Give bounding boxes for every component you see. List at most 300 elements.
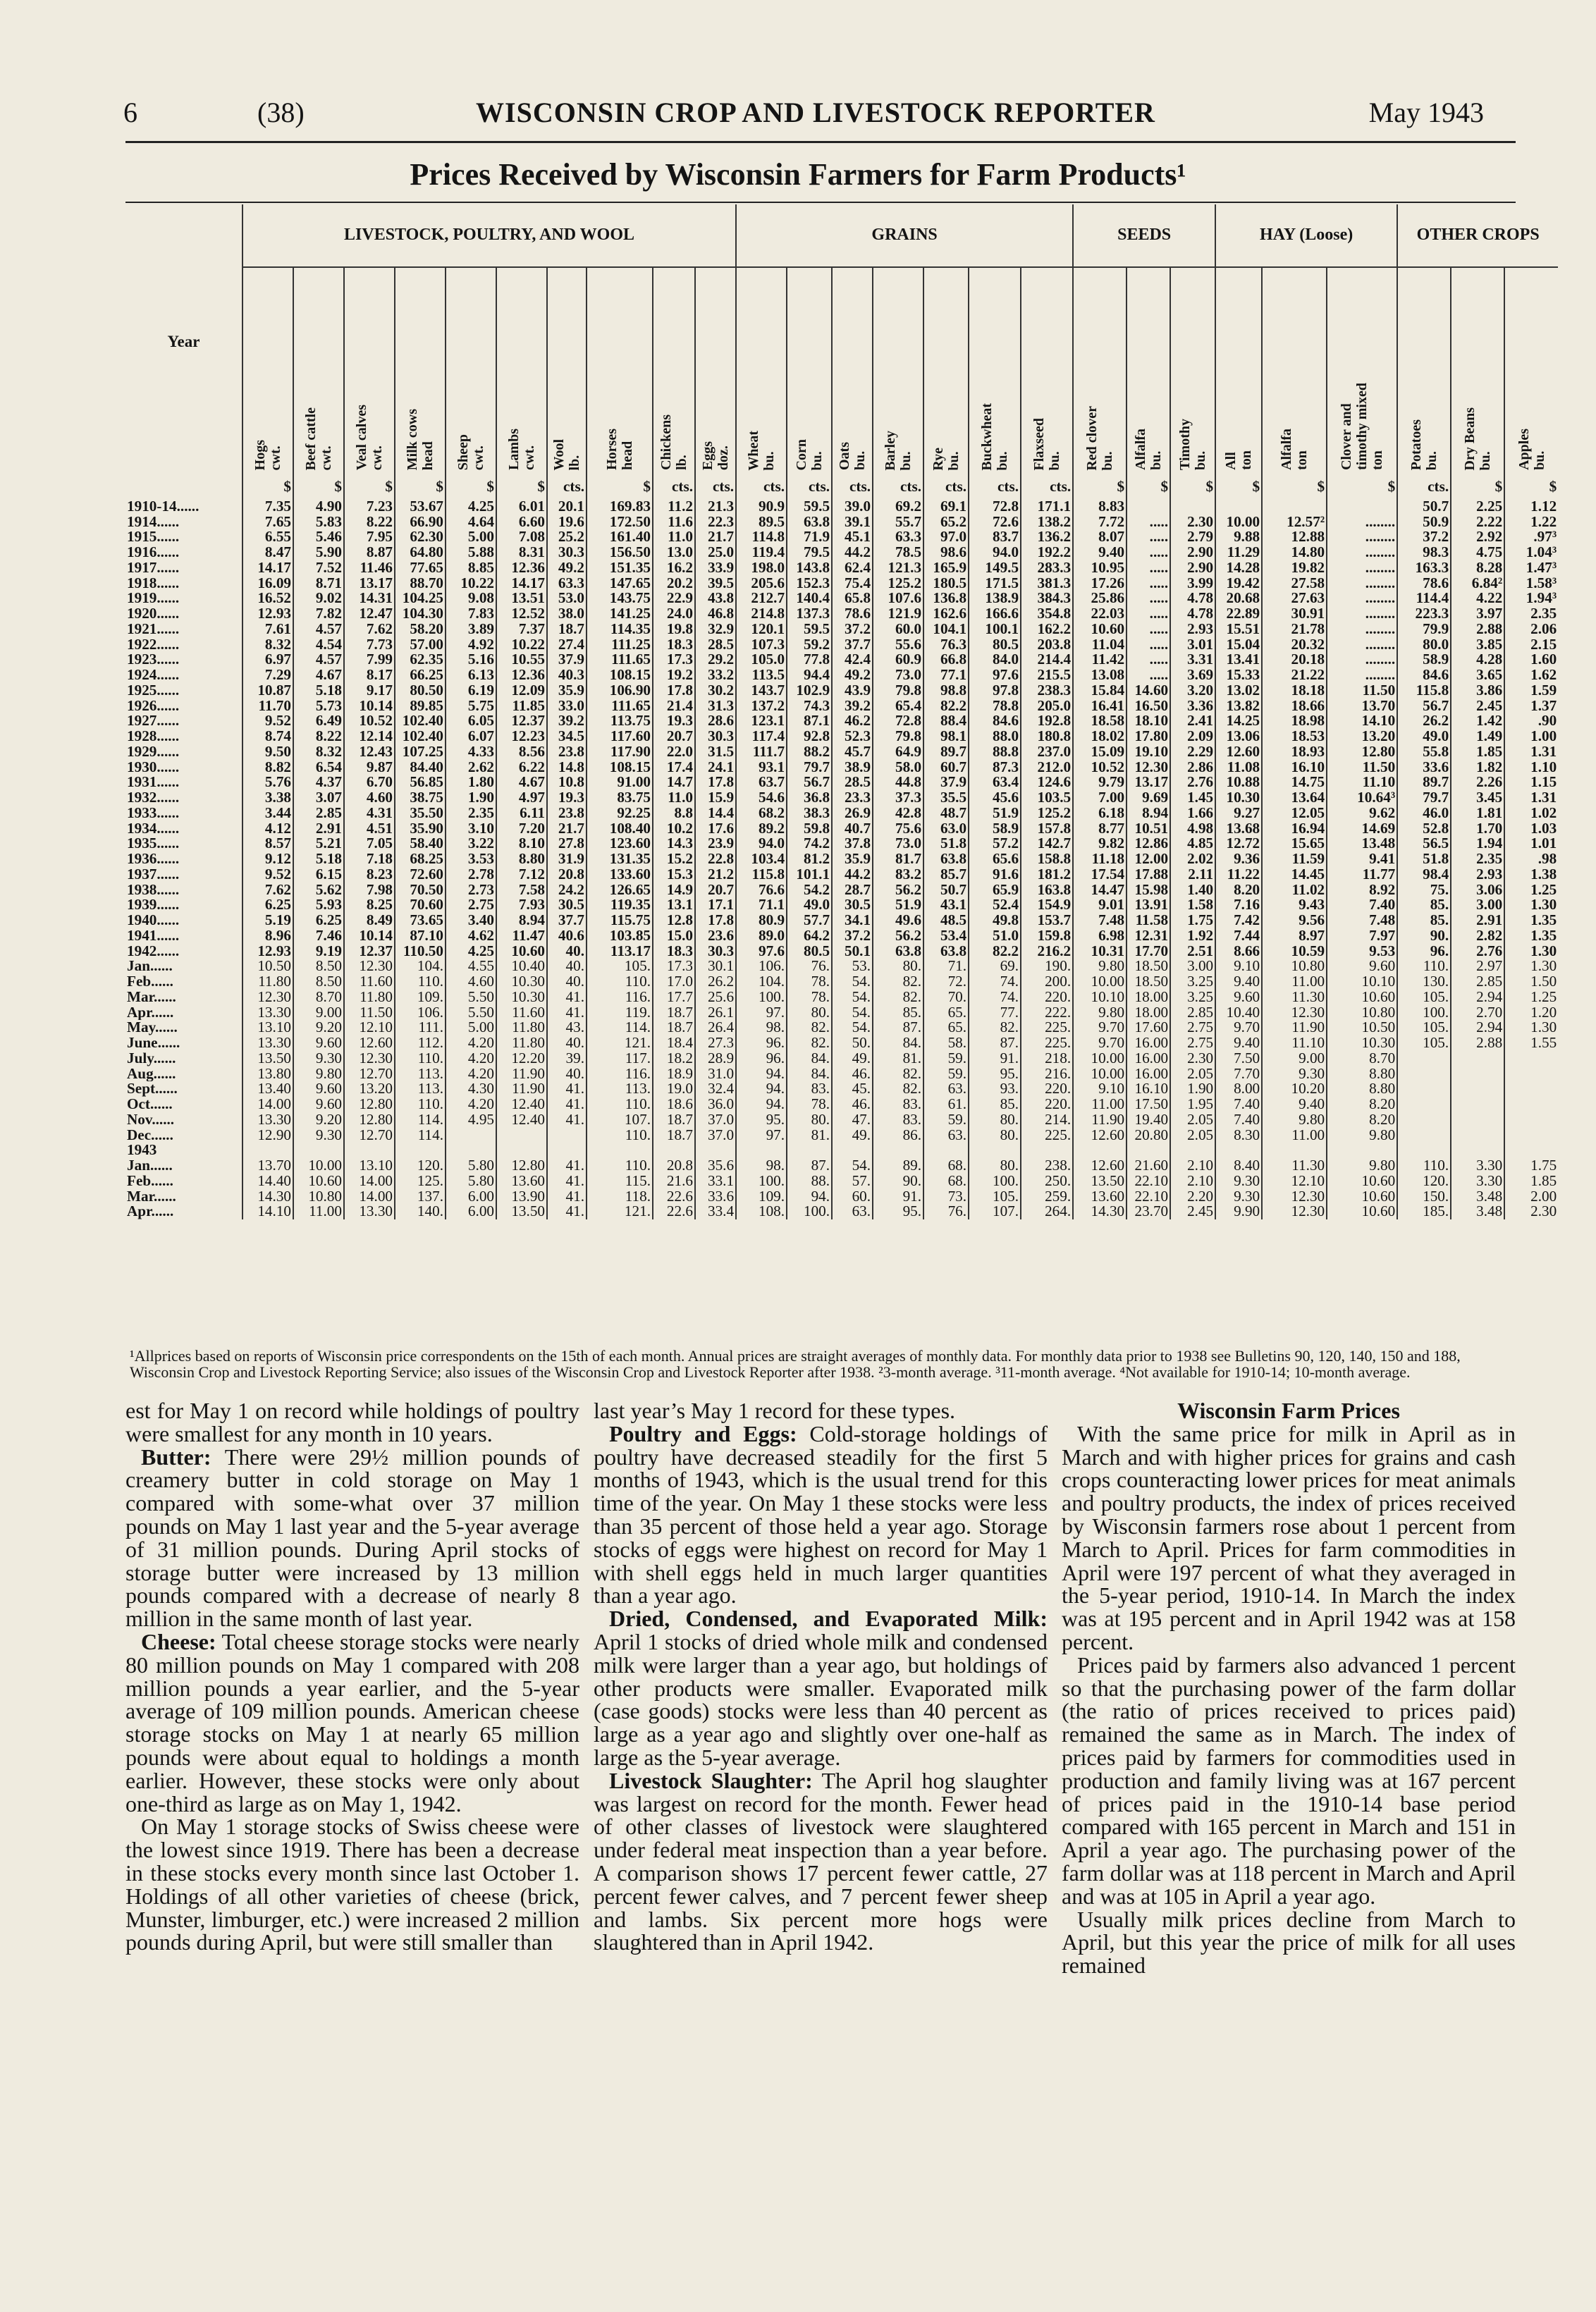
price-cell: 65. [923, 1020, 969, 1035]
price-cell: 98. [736, 1020, 787, 1035]
price-cell: 4.60 [446, 974, 496, 990]
row-label: Mar...... [127, 989, 176, 1005]
row-label: 1932...... [127, 790, 180, 806]
price-cell: 83. [873, 1097, 923, 1112]
price-cell: 7.40 [1215, 1097, 1262, 1112]
price-cell: 106.90 [587, 683, 653, 699]
price-cell: 14.17 [243, 560, 293, 576]
paragraph-text: Prices paid by farmers also advanced 1 percent so that the purchasing power of the farm dollar (the ratio of prices received to prices paid) remained the same as in March. The index of prices paid by farmers for commodities used in production and family living was at 167 percent of prices paid in the 1910-14 base period compared with 165 percent in March and 151 in April a year ago. The purchasing power of the farm dollar was at 118 percent in March and April and was at 105 in April a year ago. [1062, 1652, 1516, 1909]
table-row [125, 622, 1558, 637]
row-label: 1927...... [127, 713, 180, 729]
price-cell: 21.2 [695, 867, 736, 883]
row-label: July...... [127, 1050, 176, 1066]
price-cell: 84.0 [969, 652, 1021, 668]
price-cell: 3.00 [1170, 959, 1215, 974]
table-row [125, 1066, 1558, 1082]
price-cell: 86. [873, 1128, 923, 1143]
unit-cell: cts. [787, 479, 832, 495]
price-cell: 13.0 [653, 545, 695, 560]
price-cell: ..... [1127, 622, 1170, 637]
price-cell: 90. [873, 1174, 923, 1189]
price-cell: 21.22 [1262, 668, 1327, 683]
price-cell: 63.3 [547, 576, 587, 591]
price-cell: 113. [395, 1081, 446, 1097]
price-cell: 12.90 [243, 1128, 293, 1143]
price-cell: 37.7 [832, 637, 873, 653]
row-label: 1914...... [127, 514, 180, 530]
price-cell: 7.18 [344, 851, 395, 867]
price-cell: 75.4 [832, 576, 873, 591]
price-cell: 1.25 [1504, 990, 1558, 1005]
unit-cell: cts. [832, 479, 873, 495]
row-label: 1940...... [127, 913, 180, 928]
table-row [125, 1143, 1558, 1158]
price-cell: 82. [873, 1081, 923, 1097]
price-cell: 40. [547, 959, 587, 974]
price-cell: 1.30 [1504, 1020, 1558, 1035]
price-cell: 22.9 [653, 591, 695, 606]
price-cell: 40. [547, 1035, 587, 1051]
price-cell: 9.52 [243, 713, 293, 729]
price-cell: 31.0 [695, 1066, 736, 1082]
price-cell: 95. [873, 1204, 923, 1219]
price-cell: 2.88 [1451, 622, 1504, 637]
price-cell: 6.15 [293, 867, 344, 883]
price-cell: 171.1 [1021, 495, 1073, 515]
price-cell: 81.7 [873, 851, 923, 867]
price-cell: 83.2 [873, 867, 923, 883]
unit-cell: cts. [1397, 479, 1451, 495]
price-cell: 94.0 [736, 836, 787, 851]
column-header [496, 267, 547, 479]
price-cell: 136.8 [923, 591, 969, 606]
price-cell: 62.35 [395, 652, 446, 668]
price-cell: 46.8 [695, 606, 736, 622]
price-cell: 2.78 [446, 867, 496, 883]
price-cell: 1.03 [1504, 821, 1558, 837]
column-header-label: All ton [1223, 450, 1255, 471]
price-cell: 3.53 [446, 851, 496, 867]
price-cell: 107.25 [395, 744, 446, 760]
price-cell: 84. [787, 1066, 832, 1082]
price-cell: 1.12 [1504, 495, 1558, 515]
price-cell [1451, 1051, 1504, 1066]
price-cell: 105. [1397, 1020, 1451, 1035]
unit-cell: cts. [923, 479, 969, 495]
price-cell: 28.7 [832, 883, 873, 898]
price-cell: 31.5 [695, 744, 736, 760]
price-cell: 45.1 [832, 529, 873, 545]
price-cell: 111.65 [587, 652, 653, 668]
page-number: 6 [123, 97, 137, 128]
price-cell: 1.40 [1170, 883, 1215, 898]
price-cell: 18.2 [653, 1051, 695, 1066]
price-cell: 97.8 [969, 683, 1021, 699]
price-cell: 54. [832, 990, 873, 1005]
price-cell: 3.00 [1451, 897, 1504, 913]
price-cell: 35.50 [395, 806, 446, 821]
price-cell: 25.86 [1073, 591, 1127, 606]
price-cell: 80.50 [395, 683, 446, 699]
price-cell: 85. [873, 1005, 923, 1021]
price-cell: 61. [923, 1097, 969, 1112]
paragraph-text: The April hog slaughter was largest on record for the month. Fewer head of other classes of livestock were slaughtered under federal meat inspection than a year before. A comparison shows 17 percent fewer cattle, 27 percent fewer calves, and 7 percent fewer sheep and lambs. Six percent more hogs were slaughtered than in April 1942. [594, 1767, 1048, 1955]
price-cell: 14.30 [243, 1189, 293, 1205]
price-cell: 126.65 [587, 883, 653, 898]
price-cell: 1.85 [1504, 1174, 1558, 1189]
group-livestock: LIVESTOCK, POULTRY, AND WOOL [243, 204, 736, 267]
price-cell: 26.2 [695, 974, 736, 990]
price-cell [587, 1143, 653, 1158]
price-cell: 103.4 [736, 851, 787, 867]
price-cell: 20.80 [1127, 1128, 1170, 1143]
price-cell: 80.0 [1397, 637, 1451, 653]
price-cell: 18.6 [653, 1097, 695, 1112]
price-cell: 49.6 [873, 913, 923, 928]
price-cell: 7.29 [243, 668, 293, 683]
unit-cell: $ [496, 479, 547, 495]
price-cell: 19.82 [1262, 560, 1327, 576]
price-cell: 140. [395, 1204, 446, 1219]
price-cell: 24.1 [695, 760, 736, 775]
column-header [1262, 267, 1327, 479]
price-cell: 3.31 [1170, 652, 1215, 668]
price-cell [395, 1143, 446, 1158]
price-cell: 24.0 [653, 606, 695, 622]
price-cell: 111. [395, 1020, 446, 1035]
price-cell: 5.93 [293, 897, 344, 913]
price-cell: 9.60 [293, 1081, 344, 1097]
price-cell: 7.58 [496, 883, 547, 898]
price-cell: 58.9 [1397, 652, 1451, 668]
price-cell: 73.0 [873, 836, 923, 851]
price-cell: 37.3 [873, 790, 923, 806]
issue-date: May 1943 [1368, 97, 1484, 128]
unit-cell: $ [1215, 479, 1262, 495]
price-cell: 16.10 [1127, 1081, 1170, 1097]
price-cell: 12.37 [344, 944, 395, 959]
price-cell [1127, 1143, 1170, 1158]
row-label: Feb...... [127, 1173, 173, 1189]
price-cell: 46. [832, 1097, 873, 1112]
price-cell: 5.80 [446, 1174, 496, 1189]
price-cell: 8.50 [293, 974, 344, 990]
price-cell: 9.52 [243, 867, 293, 883]
table-row [125, 821, 1558, 837]
price-cell: 264. [1021, 1204, 1073, 1219]
price-cell: 112. [395, 1035, 446, 1051]
price-cell: 93.1 [736, 760, 787, 775]
price-cell: 11.30 [1262, 990, 1327, 1005]
table-title: Prices Received by Wisconsin Farmers for Farm Products¹ [410, 157, 1186, 192]
price-cell: 85. [969, 1097, 1021, 1112]
price-cell: 3.10 [446, 821, 496, 837]
price-cell: 65.4 [873, 699, 923, 714]
price-cell: 163.8 [1021, 883, 1073, 898]
price-cell: 198.0 [736, 560, 787, 576]
price-cell: 11.47 [496, 928, 547, 944]
price-cell: 2.05 [1170, 1112, 1215, 1128]
price-cell: 149.5 [969, 560, 1021, 576]
price-cell: 30.91 [1262, 606, 1327, 622]
price-cell: 150. [1397, 1189, 1451, 1205]
table-row [125, 529, 1558, 545]
price-cell: 172.50 [587, 515, 653, 530]
column-header [1451, 267, 1504, 479]
price-cell: 21.4 [653, 699, 695, 714]
price-cell: 10.52 [1073, 760, 1127, 775]
price-cell: 11.58 [1127, 913, 1170, 928]
price-cell: 82. [969, 1020, 1021, 1035]
price-cell: 8.71 [293, 576, 344, 591]
price-cell: 3.30 [1451, 1174, 1504, 1189]
price-cell: 121. [587, 1035, 653, 1051]
column-header [873, 267, 923, 479]
price-cell: 7.50 [1215, 1051, 1262, 1066]
price-cell: 5.21 [293, 836, 344, 851]
price-cell: 18.9 [653, 1066, 695, 1082]
price-cell: 21.6 [653, 1174, 695, 1189]
price-cell: 114. [395, 1128, 446, 1143]
price-cell: 8.83 [1073, 495, 1127, 515]
price-cell: 20.32 [1262, 637, 1327, 653]
price-cell: 4.31 [344, 806, 395, 821]
price-cell: 7.08 [496, 529, 547, 545]
price-cell [1262, 1143, 1327, 1158]
price-cell: 2.00 [1504, 1189, 1558, 1205]
unit-cell: $ [1504, 479, 1558, 495]
price-cell: 12.70 [344, 1066, 395, 1082]
price-cell: 11.50 [1327, 683, 1397, 699]
price-cell: 52.4 [969, 897, 1021, 913]
price-cell: .97³ [1504, 529, 1558, 545]
column-header [653, 267, 695, 479]
row-label: June...... [127, 1035, 180, 1051]
price-cell: 7.65 [243, 515, 293, 530]
price-cell: 8.82 [243, 760, 293, 775]
price-cell: 104.30 [395, 606, 446, 622]
price-cell: 9.80 [1262, 1112, 1327, 1128]
price-cell: 107. [587, 1112, 653, 1128]
price-cell: 8.20 [1215, 883, 1262, 898]
price-cell: 1.82 [1451, 760, 1504, 775]
price-cell: 18.4 [653, 1035, 695, 1051]
column-header-label: Potatoes bu. [1408, 419, 1440, 471]
price-cell: 60. [832, 1189, 873, 1205]
price-cell: 46.0 [1397, 806, 1451, 821]
price-cell: 384.3 [1021, 591, 1073, 606]
price-cell: 44.8 [873, 775, 923, 790]
price-cell: 181.2 [1021, 867, 1073, 883]
price-cell: 5.83 [293, 515, 344, 530]
price-cell: 212.7 [736, 591, 787, 606]
price-cell: 108.40 [587, 821, 653, 837]
row-label: 1930...... [127, 759, 180, 775]
price-cell: 158.8 [1021, 851, 1073, 867]
price-cell: 88.8 [969, 744, 1021, 760]
price-cell: 6.97 [243, 652, 293, 668]
price-cell: 15.04 [1215, 637, 1262, 653]
price-cell [832, 1143, 873, 1158]
price-cell: 107.3 [736, 637, 787, 653]
price-cell: 18.18 [1262, 683, 1327, 699]
price-cell [1504, 1143, 1558, 1158]
row-label: 1941...... [127, 928, 180, 944]
price-cell: 4.37 [293, 775, 344, 790]
column-header-label: Horses head [604, 429, 635, 471]
price-cell [1397, 1128, 1451, 1143]
article-column-3-text [1062, 1422, 1516, 1977]
price-cell: 5.62 [293, 883, 344, 898]
price-cell: 108.15 [587, 760, 653, 775]
price-cell: 9.36 [1215, 851, 1262, 867]
price-cell [1504, 1097, 1558, 1112]
year-column-header: Year [167, 333, 200, 351]
table-row [125, 1112, 1558, 1128]
price-cell: 104. [736, 974, 787, 990]
price-cell: 12.05 [1262, 806, 1327, 821]
price-cell: 11.02 [1262, 883, 1327, 898]
price-cell: 48.5 [923, 913, 969, 928]
paragraph-text: There were 29½ million pounds of creamery butter in cold storage on May 1 compared with some-what over 37 million pounds on May 1 last year and the 5-year average of 31 million pounds. During April stocks of storage butter were increased by 13 million pounds compared with a decrease of nearly 8 million in the same month of last year. [125, 1444, 579, 1632]
row-label: Nov...... [127, 1112, 175, 1128]
price-cell: 5.76 [243, 775, 293, 790]
price-cell: ........ [1327, 576, 1397, 591]
price-cell: 91. [873, 1189, 923, 1205]
price-cell: 143.8 [787, 560, 832, 576]
price-cell: 111.25 [587, 637, 653, 653]
price-cell: 32.9 [695, 622, 736, 637]
price-cell: ..... [1127, 529, 1170, 545]
price-cell: 10.30 [1327, 1035, 1397, 1051]
price-cell: 13.51 [496, 591, 547, 606]
price-cell: 97.0 [923, 529, 969, 545]
row-label: 1924...... [127, 668, 180, 683]
price-cell: 21.78 [1262, 622, 1327, 637]
column-header [1170, 267, 1215, 479]
price-cell: 51.8 [923, 836, 969, 851]
price-cell: 94. [787, 1189, 832, 1205]
price-cell: ..... [1127, 560, 1170, 576]
price-cell: 41. [547, 990, 587, 1005]
price-cell: ..... [1127, 545, 1170, 560]
price-cell: ........ [1327, 622, 1397, 637]
price-cell: 30.5 [547, 897, 587, 913]
price-cell: 12.00 [1127, 851, 1170, 867]
price-cell: 11.30 [1262, 1158, 1327, 1174]
price-cell: 15.84 [1073, 683, 1127, 699]
price-cell: 105. [1397, 1035, 1451, 1051]
column-header-label: Sheep cwt. [455, 434, 486, 471]
price-cell: 8.80 [1327, 1081, 1397, 1097]
price-cell: 9.01 [1073, 897, 1127, 913]
price-cell: 121.9 [873, 606, 923, 622]
price-cell: 10.10 [1327, 974, 1397, 990]
price-cell: 82. [787, 1035, 832, 1051]
price-cell: 36.8 [787, 790, 832, 806]
price-cell: 12.72 [1215, 836, 1262, 851]
price-cell: 69. [969, 959, 1021, 974]
price-cell: 80.9 [736, 913, 787, 928]
price-cell: 156.50 [587, 545, 653, 560]
price-cell: 78. [787, 990, 832, 1005]
price-cell [496, 1128, 547, 1143]
price-cell: 87.1 [787, 713, 832, 729]
price-cell: 120. [395, 1158, 446, 1174]
price-cell: 18.53 [1262, 729, 1327, 744]
price-cell: 80. [969, 1112, 1021, 1128]
price-cell: 79.8 [873, 683, 923, 699]
price-cell: 82.2 [969, 944, 1021, 959]
unit-cell: $ [446, 479, 496, 495]
price-cell: 2.26 [1451, 775, 1504, 790]
price-cell: 12.30 [1262, 1204, 1327, 1219]
price-cell: 10.60 [496, 944, 547, 959]
price-cell: 6.49 [293, 713, 344, 729]
price-cell: 78.8 [969, 699, 1021, 714]
price-cell: 20.8 [653, 1158, 695, 1174]
price-cell: 237.0 [1021, 744, 1073, 760]
price-cell: 37.7 [547, 913, 587, 928]
table-row [125, 959, 1558, 974]
price-cell: 11.29 [1215, 545, 1262, 560]
price-cell: 9.56 [1262, 913, 1327, 928]
price-cell: 12.23 [496, 729, 547, 744]
unit-cell: cts. [736, 479, 787, 495]
column-header-label: Veal calves cwt. [354, 405, 385, 471]
price-cell: 68.25 [395, 851, 446, 867]
price-cell: 11.6 [653, 515, 695, 530]
price-cell: 12.80 [344, 1097, 395, 1112]
price-cell: 11.04 [1073, 637, 1127, 653]
price-cell: 8.17 [344, 668, 395, 683]
price-cell: 13.30 [243, 1005, 293, 1021]
price-cell: 154.9 [1021, 897, 1073, 913]
price-cell: 13.50 [1073, 1174, 1127, 1189]
price-cell [787, 1143, 832, 1158]
price-cell: 13.17 [344, 576, 395, 591]
price-cell: 13.30 [243, 1035, 293, 1051]
price-cell [1170, 1143, 1215, 1158]
price-cell: 130. [1397, 974, 1451, 990]
price-cell: 7.70 [1215, 1066, 1262, 1082]
group-hay: HAY (Loose) [1215, 204, 1397, 267]
price-cell: 45. [832, 1081, 873, 1097]
price-cell [1451, 1081, 1504, 1097]
price-cell: 89.7 [1397, 775, 1451, 790]
price-cell: ........ [1327, 545, 1397, 560]
table-row [125, 944, 1558, 959]
price-cell: 13.50 [243, 1051, 293, 1066]
price-cell: 10.30 [496, 990, 547, 1005]
price-cell: 63.0 [923, 821, 969, 837]
price-cell: 7.48 [1327, 913, 1397, 928]
price-cell: 8.87 [344, 545, 395, 560]
price-cell: 7.72 [1073, 515, 1127, 530]
price-cell: 105. [1397, 990, 1451, 1005]
price-cell: 8.57 [243, 836, 293, 851]
table-row [125, 790, 1558, 806]
unit-cell: $ [243, 479, 293, 495]
price-cell: 7.44 [1215, 928, 1262, 944]
row-label: 1922...... [127, 637, 180, 653]
price-cell: 28.5 [832, 775, 873, 790]
unit-cell: cts. [1021, 479, 1073, 495]
price-cell: 9.08 [446, 591, 496, 606]
row-label: 1934...... [127, 820, 180, 837]
price-cell: 10.80 [1327, 1005, 1397, 1021]
price-cell: 120. [1397, 1174, 1451, 1189]
